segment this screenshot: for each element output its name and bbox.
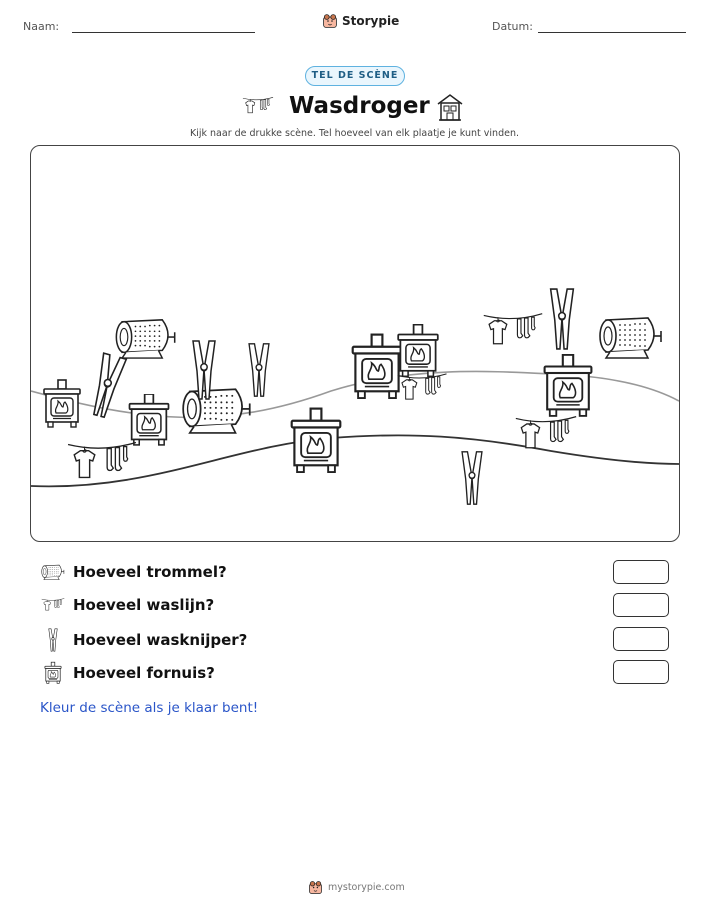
storypie-mascot-icon — [308, 880, 323, 895]
drum-item — [183, 389, 250, 433]
clothespin-item — [249, 344, 269, 396]
clothesline-icon — [242, 94, 274, 118]
footer-url[interactable]: mystorypie.com — [328, 882, 405, 893]
question-text: Hoeveel fornuis? — [73, 664, 215, 682]
stove-item — [353, 335, 402, 398]
drum-icon — [41, 561, 65, 583]
question-row — [41, 661, 215, 685]
stove-item — [545, 355, 592, 416]
answer-box-clothespin[interactable] — [613, 627, 669, 651]
question-row — [41, 628, 247, 652]
counting-scene[interactable] — [30, 145, 680, 542]
clothesline-item — [516, 417, 576, 448]
question-text: Hoeveel trommel? — [73, 563, 227, 581]
question-text: Hoeveel wasknijper? — [73, 631, 248, 649]
footer — [308, 880, 405, 895]
clothespin-icon — [41, 628, 65, 652]
clothesline-icon — [41, 594, 65, 616]
scene-illustration — [31, 146, 679, 541]
category-tag: TEL DE SCÈNE — [305, 66, 405, 86]
clothesline-item — [397, 374, 446, 399]
brand-name: Storypie — [342, 14, 400, 28]
date-line[interactable] — [538, 32, 686, 33]
storypie-mascot-icon — [322, 13, 338, 29]
drum-item — [116, 320, 174, 358]
answer-box-drum[interactable] — [613, 560, 669, 584]
stove-item — [44, 380, 80, 427]
answer-box-stove[interactable] — [613, 660, 669, 684]
clothesline-item — [68, 442, 136, 477]
stove-item — [292, 409, 341, 472]
clothespin-item — [88, 353, 127, 419]
stove-item — [398, 325, 438, 377]
brand-logo — [322, 13, 399, 29]
question-row — [41, 561, 227, 583]
name-line[interactable] — [72, 32, 255, 33]
clothesline-item — [484, 314, 542, 344]
answer-box-clothesline[interactable] — [613, 593, 669, 617]
house-icon — [436, 92, 464, 122]
question-row — [41, 594, 214, 616]
question-text: Hoeveel waslijn? — [73, 596, 215, 614]
coloring-instruction: Kleur de scène als je klaar bent! — [40, 700, 259, 716]
stove-icon — [41, 661, 65, 685]
name-label: Naam: — [23, 20, 60, 33]
clothespin-item — [551, 289, 574, 349]
stove-item — [130, 394, 169, 445]
page-subtitle: Kijk naar de drukke scène. Tel hoeveel van elk plaatje je kunt vinden. — [190, 128, 519, 139]
drum-item — [600, 318, 661, 358]
clothespin-item — [462, 452, 482, 504]
page-title: Wasdroger — [289, 93, 430, 119]
date-label: Datum: — [492, 20, 533, 33]
